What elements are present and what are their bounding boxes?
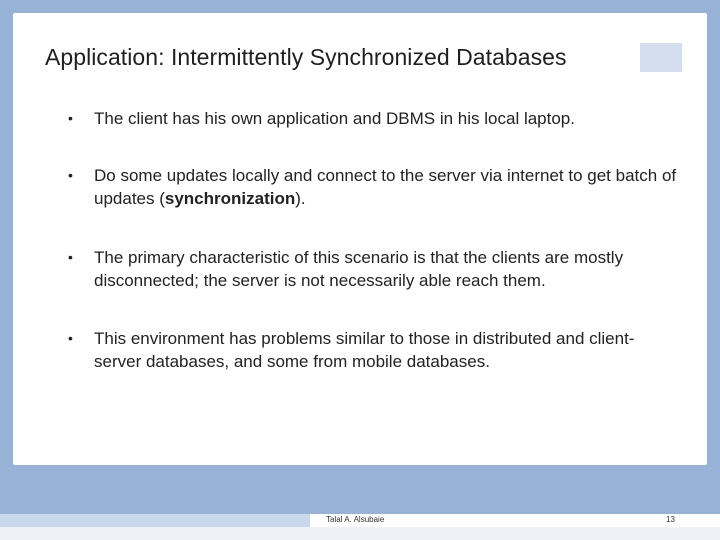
bullet-marker: • (68, 249, 73, 265)
slide-title: Application: Intermittently Synchronized Databases (45, 44, 567, 70)
bullet-marker: • (68, 167, 73, 183)
footer-author: Talal A. Alsubaie (326, 515, 385, 524)
bold-term: synchronization (164, 189, 296, 208)
footer-bottom-band (0, 527, 720, 540)
bullet-text: This environment has problems similar to those in distributed and client-server databases, and some from mobile databases. (94, 329, 635, 371)
bullet-marker: • (68, 110, 73, 126)
bullet-marker: • (68, 330, 73, 346)
page-number: 13 (666, 515, 675, 524)
content-panel (13, 13, 707, 465)
bullet-text: Do some updates locally and connect to the server via internet to get batch of updates (synchronization). (94, 166, 677, 208)
bullet-text: The primary characteristic of this scenario is that the clients are mostly disconnected; the server is not necessarily able reach them. (94, 248, 624, 290)
bullet-text: The client has his own application and DBMS in his local laptop. (94, 109, 575, 128)
